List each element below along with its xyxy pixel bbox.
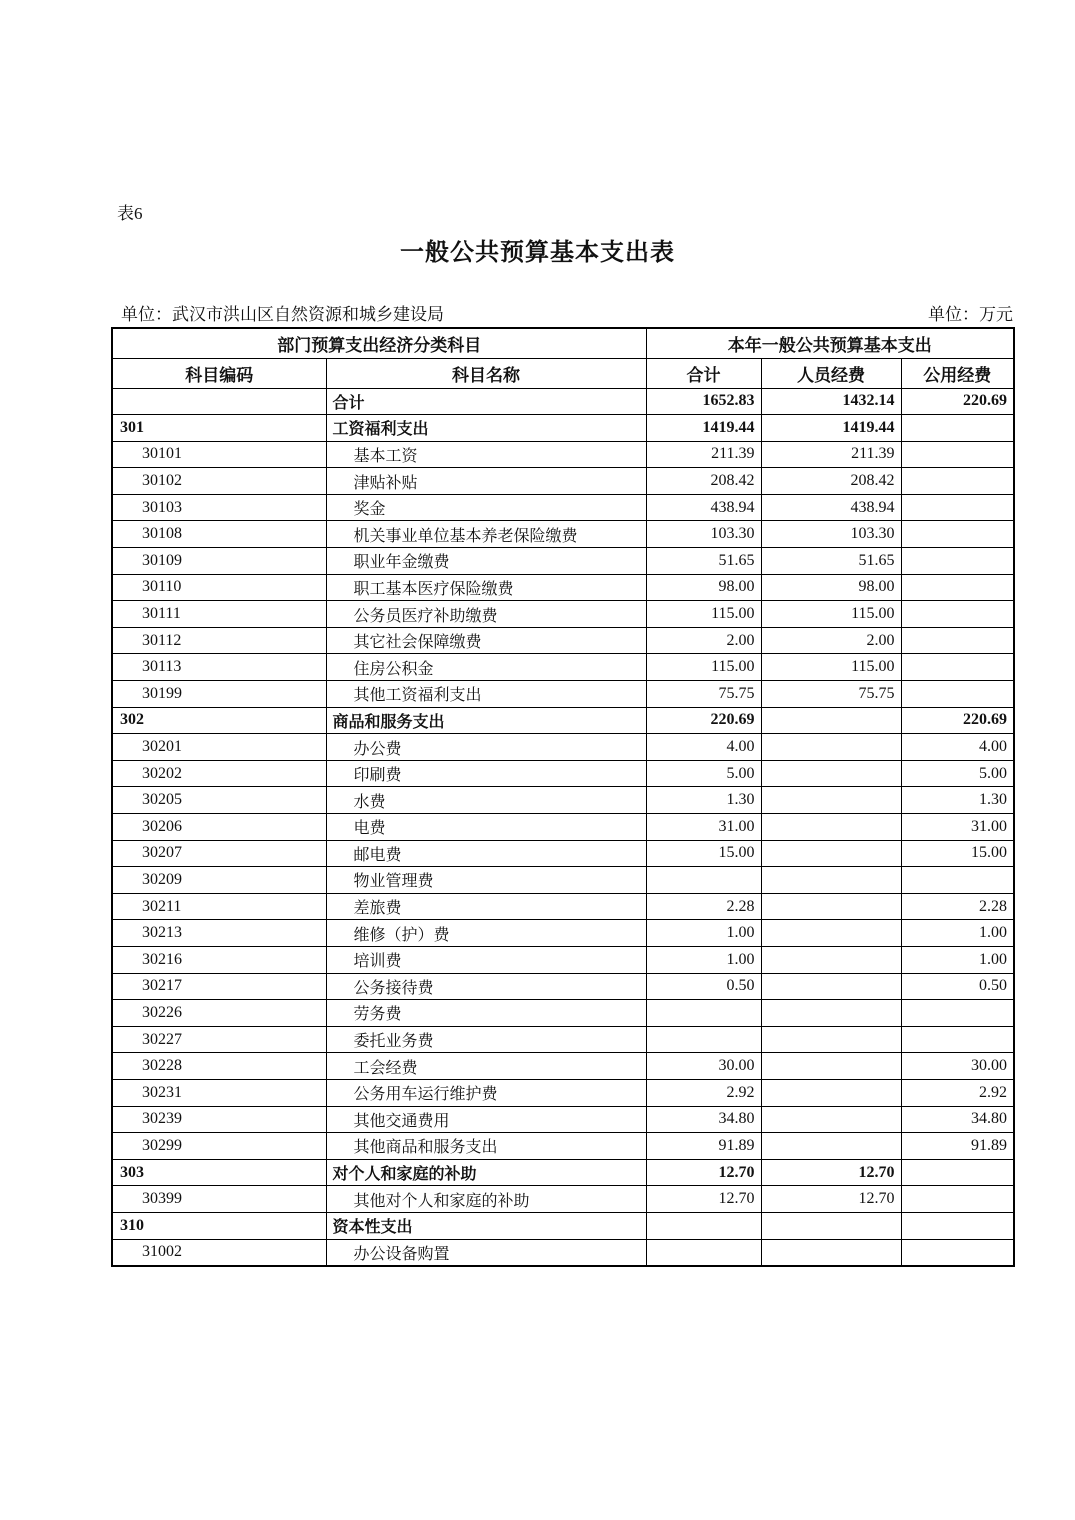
cell-subject-name: 维修（护）费 (326, 920, 646, 947)
cell-total: 220.69 (646, 707, 761, 734)
cell-public-funds (901, 654, 1014, 681)
table-header (112, 328, 1014, 388)
cell-subject-name: 公务员医疗补助缴费 (326, 601, 646, 628)
cell-personnel-funds (761, 1133, 901, 1160)
cell-subject-code: 30227 (112, 1026, 326, 1053)
cell-public-funds (901, 415, 1014, 442)
cell-subject-code: 30206 (112, 814, 326, 841)
cell-subject-code: 30207 (112, 840, 326, 867)
cell-subject-code: 30299 (112, 1133, 326, 1160)
cell-total (646, 867, 761, 894)
column-header-row (112, 358, 1014, 388)
table-row (112, 654, 1014, 681)
table-row (112, 441, 1014, 468)
cell-subject-name: 其他工资福利支出 (326, 681, 646, 708)
cell-personnel-funds: 208.42 (761, 468, 901, 495)
cell-personnel-funds: 75.75 (761, 681, 901, 708)
cell-subject-code: 30111 (112, 601, 326, 628)
cell-subject-name: 培训费 (326, 946, 646, 973)
table-row (112, 946, 1014, 973)
cell-public-funds (901, 494, 1014, 521)
group-header-right: 本年一般公共预算基本支出 (646, 328, 1014, 358)
cell-personnel-funds: 115.00 (761, 654, 901, 681)
cell-personnel-funds: 2.00 (761, 627, 901, 654)
group-header-left: 部门预算支出经济分类科目 (112, 328, 646, 358)
cell-public-funds: 1.30 (901, 787, 1014, 814)
cell-total: 1.00 (646, 946, 761, 973)
cell-subject-code: 30209 (112, 867, 326, 894)
cell-total: 2.92 (646, 1079, 761, 1106)
cell-total: 98.00 (646, 574, 761, 601)
table-row (112, 973, 1014, 1000)
cell-public-funds (901, 1159, 1014, 1186)
cell-public-funds: 220.69 (901, 707, 1014, 734)
table-row (112, 1053, 1014, 1080)
table-row (112, 1026, 1014, 1053)
unit-line (121, 300, 1013, 325)
cell-total (646, 1000, 761, 1027)
cell-subject-name: 公务接待费 (326, 973, 646, 1000)
cell-subject-name: 职业年金缴费 (326, 548, 646, 575)
cell-public-funds: 5.00 (901, 760, 1014, 787)
cell-public-funds: 1.00 (901, 946, 1014, 973)
cell-subject-name: 电费 (326, 814, 646, 841)
cell-personnel-funds (761, 893, 901, 920)
cell-personnel-funds (761, 1212, 901, 1239)
cell-total: 0.50 (646, 973, 761, 1000)
table-row (112, 734, 1014, 761)
table-body (112, 388, 1014, 1266)
cell-total (646, 1239, 761, 1266)
cell-total: 115.00 (646, 654, 761, 681)
column-header-personnel: 人员经费 (761, 358, 901, 388)
cell-subject-name: 工会经费 (326, 1053, 646, 1080)
table-number-label: 表6 (117, 204, 143, 223)
table-row (112, 840, 1014, 867)
table-row (112, 1186, 1014, 1213)
cell-subject-name: 印刷费 (326, 760, 646, 787)
cell-subject-name: 商品和服务支出 (326, 707, 646, 734)
cell-subject-code: 30102 (112, 468, 326, 495)
cell-subject-code: 30217 (112, 973, 326, 1000)
cell-subject-name: 资本性支出 (326, 1212, 646, 1239)
cell-public-funds (901, 681, 1014, 708)
cell-personnel-funds (761, 867, 901, 894)
cell-total: 4.00 (646, 734, 761, 761)
table-row (112, 548, 1014, 575)
cell-personnel-funds (761, 1106, 901, 1133)
cell-subject-name: 其它社会保障缴费 (326, 627, 646, 654)
table-row (112, 601, 1014, 628)
table-row (112, 1239, 1014, 1266)
cell-public-funds (901, 627, 1014, 654)
cell-personnel-funds: 1432.14 (761, 388, 901, 415)
cell-total (646, 1026, 761, 1053)
table-row (112, 468, 1014, 495)
cell-total: 1652.83 (646, 388, 761, 415)
cell-public-funds (901, 1212, 1014, 1239)
cell-subject-code: 30239 (112, 1106, 326, 1133)
cell-subject-code: 30101 (112, 441, 326, 468)
cell-subject-code: 30113 (112, 654, 326, 681)
cell-personnel-funds: 211.39 (761, 441, 901, 468)
cell-personnel-funds (761, 1000, 901, 1027)
cell-subject-name: 其他交通费用 (326, 1106, 646, 1133)
cell-subject-name: 委托业务费 (326, 1026, 646, 1053)
cell-public-funds: 31.00 (901, 814, 1014, 841)
cell-subject-code: 30205 (112, 787, 326, 814)
cell-subject-code: 30226 (112, 1000, 326, 1027)
cell-personnel-funds (761, 787, 901, 814)
cell-personnel-funds (761, 734, 901, 761)
cell-public-funds (901, 468, 1014, 495)
cell-subject-code: 30216 (112, 946, 326, 973)
cell-total: 1419.44 (646, 415, 761, 442)
table-row (112, 627, 1014, 654)
cell-total: 12.70 (646, 1186, 761, 1213)
cell-personnel-funds: 51.65 (761, 548, 901, 575)
cell-subject-name: 邮电费 (326, 840, 646, 867)
cell-subject-name: 住房公积金 (326, 654, 646, 681)
cell-subject-code: 310 (112, 1212, 326, 1239)
cell-subject-name: 对个人和家庭的补助 (326, 1159, 646, 1186)
cell-subject-code (112, 388, 326, 415)
cell-subject-name: 合计 (326, 388, 646, 415)
cell-total: 15.00 (646, 840, 761, 867)
cell-total: 51.65 (646, 548, 761, 575)
table-row (112, 494, 1014, 521)
cell-personnel-funds (761, 707, 901, 734)
cell-subject-name: 水费 (326, 787, 646, 814)
cell-personnel-funds: 1419.44 (761, 415, 901, 442)
cell-public-funds (901, 1026, 1014, 1053)
cell-subject-code: 30103 (112, 494, 326, 521)
cell-public-funds (901, 441, 1014, 468)
cell-total: 438.94 (646, 494, 761, 521)
cell-total: 103.30 (646, 521, 761, 548)
cell-subject-name: 物业管理费 (326, 867, 646, 894)
cell-total: 2.00 (646, 627, 761, 654)
cell-subject-name: 劳务费 (326, 1000, 646, 1027)
cell-subject-name: 工资福利支出 (326, 415, 646, 442)
table-row (112, 388, 1014, 415)
cell-public-funds: 0.50 (901, 973, 1014, 1000)
cell-subject-code: 30201 (112, 734, 326, 761)
cell-public-funds (901, 601, 1014, 628)
cell-total: 5.00 (646, 760, 761, 787)
cell-subject-code: 30228 (112, 1053, 326, 1080)
cell-subject-name: 基本工资 (326, 441, 646, 468)
cell-personnel-funds (761, 814, 901, 841)
cell-personnel-funds: 103.30 (761, 521, 901, 548)
column-header-public: 公用经费 (901, 358, 1014, 388)
cell-total: 75.75 (646, 681, 761, 708)
table-row (112, 1212, 1014, 1239)
cell-total: 1.00 (646, 920, 761, 947)
table-row (112, 681, 1014, 708)
cell-public-funds (901, 1239, 1014, 1266)
cell-personnel-funds: 12.70 (761, 1186, 901, 1213)
cell-public-funds (901, 521, 1014, 548)
cell-personnel-funds (761, 920, 901, 947)
cell-subject-code: 31002 (112, 1239, 326, 1266)
table-row (112, 920, 1014, 947)
cell-subject-code: 30202 (112, 760, 326, 787)
cell-subject-code: 30108 (112, 521, 326, 548)
cell-personnel-funds: 115.00 (761, 601, 901, 628)
table-row (112, 867, 1014, 894)
page-title: 一般公共预算基本支出表 (400, 240, 675, 266)
table-row (112, 760, 1014, 787)
cell-personnel-funds (761, 1053, 901, 1080)
table-row (112, 707, 1014, 734)
cell-subject-name: 其他商品和服务支出 (326, 1133, 646, 1160)
cell-subject-code: 303 (112, 1159, 326, 1186)
cell-public-funds: 91.89 (901, 1133, 1014, 1160)
reporting-unit-label: 单位：武汉市洪山区自然资源和城乡建设局 (121, 305, 444, 324)
table-row (112, 814, 1014, 841)
cell-public-funds: 15.00 (901, 840, 1014, 867)
cell-public-funds (901, 867, 1014, 894)
table-row (112, 1000, 1014, 1027)
cell-subject-name: 津贴补贴 (326, 468, 646, 495)
cell-subject-name: 公务用车运行维护费 (326, 1079, 646, 1106)
cell-total: 2.28 (646, 893, 761, 920)
cell-total: 208.42 (646, 468, 761, 495)
table-row (112, 787, 1014, 814)
cell-personnel-funds (761, 1026, 901, 1053)
cell-subject-code: 30231 (112, 1079, 326, 1106)
cell-total: 115.00 (646, 601, 761, 628)
cell-subject-code: 301 (112, 415, 326, 442)
cell-public-funds: 2.92 (901, 1079, 1014, 1106)
cell-subject-name: 差旅费 (326, 893, 646, 920)
cell-personnel-funds (761, 1079, 901, 1106)
cell-total: 91.89 (646, 1133, 761, 1160)
cell-personnel-funds: 12.70 (761, 1159, 901, 1186)
column-header-code: 科目编码 (112, 358, 326, 388)
cell-public-funds: 1.00 (901, 920, 1014, 947)
cell-total: 31.00 (646, 814, 761, 841)
table-row (112, 1159, 1014, 1186)
cell-subject-name: 办公设备购置 (326, 1239, 646, 1266)
cell-public-funds: 30.00 (901, 1053, 1014, 1080)
cell-personnel-funds (761, 760, 901, 787)
cell-public-funds (901, 1000, 1014, 1027)
cell-public-funds: 34.80 (901, 1106, 1014, 1133)
cell-public-funds: 4.00 (901, 734, 1014, 761)
cell-subject-code: 30109 (112, 548, 326, 575)
cell-total: 12.70 (646, 1159, 761, 1186)
cell-subject-name: 奖金 (326, 494, 646, 521)
cell-personnel-funds (761, 946, 901, 973)
cell-subject-code: 30199 (112, 681, 326, 708)
cell-subject-name: 机关事业单位基本养老保险缴费 (326, 521, 646, 548)
cell-total (646, 1212, 761, 1239)
table-row (112, 893, 1014, 920)
cell-subject-code: 30211 (112, 893, 326, 920)
cell-total: 1.30 (646, 787, 761, 814)
group-header-row (112, 328, 1014, 358)
cell-personnel-funds (761, 1239, 901, 1266)
table-row (112, 415, 1014, 442)
table-row (112, 574, 1014, 601)
cell-total: 30.00 (646, 1053, 761, 1080)
cell-subject-code: 302 (112, 707, 326, 734)
cell-personnel-funds (761, 973, 901, 1000)
cell-subject-code: 30399 (112, 1186, 326, 1213)
cell-subject-name: 办公费 (326, 734, 646, 761)
budget-table (111, 327, 1015, 1267)
table-row (112, 1106, 1014, 1133)
cell-personnel-funds: 438.94 (761, 494, 901, 521)
cell-total: 34.80 (646, 1106, 761, 1133)
cell-personnel-funds: 98.00 (761, 574, 901, 601)
cell-public-funds (901, 574, 1014, 601)
cell-subject-code: 30213 (112, 920, 326, 947)
table-row (112, 1133, 1014, 1160)
cell-subject-code: 30110 (112, 574, 326, 601)
table-row (112, 521, 1014, 548)
cell-public-funds: 220.69 (901, 388, 1014, 415)
cell-subject-code: 30112 (112, 627, 326, 654)
table-row (112, 1079, 1014, 1106)
cell-subject-name: 其他对个人和家庭的补助 (326, 1186, 646, 1213)
cell-public-funds (901, 548, 1014, 575)
cell-public-funds: 2.28 (901, 893, 1014, 920)
cell-public-funds (901, 1186, 1014, 1213)
currency-unit-label: 单位：万元 (928, 305, 1013, 324)
cell-personnel-funds (761, 840, 901, 867)
cell-subject-name: 职工基本医疗保险缴费 (326, 574, 646, 601)
column-header-total: 合计 (646, 358, 761, 388)
column-header-name: 科目名称 (326, 358, 646, 388)
cell-total: 211.39 (646, 441, 761, 468)
